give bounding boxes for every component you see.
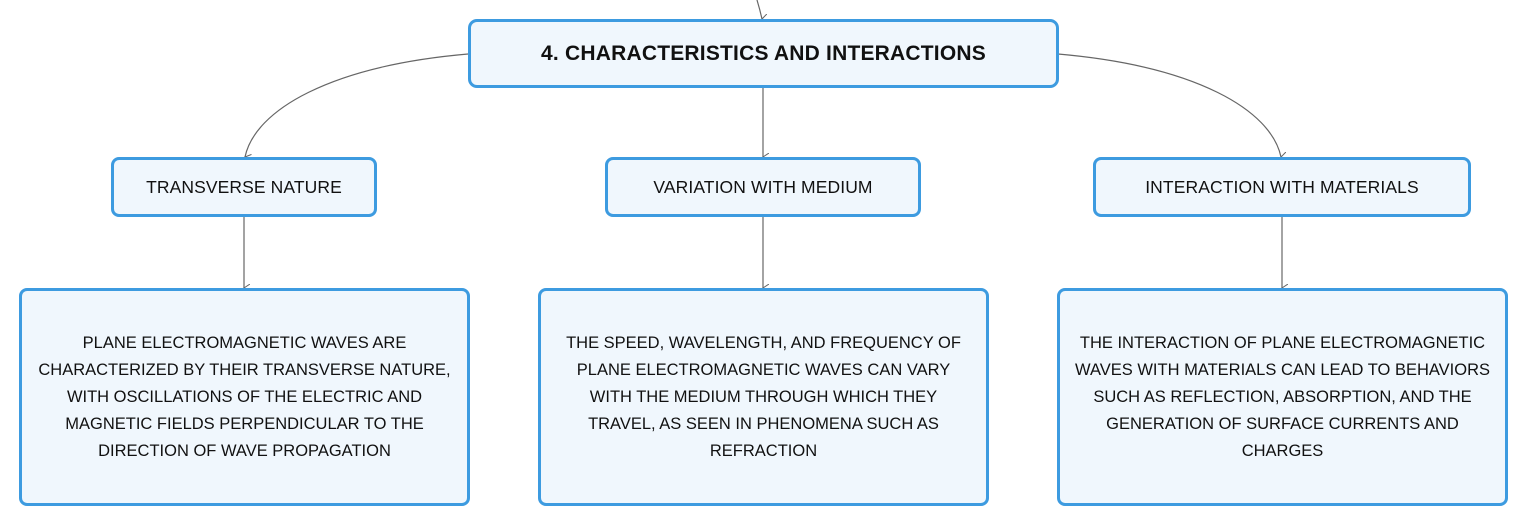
detail-text-interaction-with-materials: THE INTERACTION OF PLANE ELECTROMAGNETIC WAVES WITH MATERIALS CAN LEAD TO BEHAVIORS SUCH AS REFLECTION, ABSORPTION, AND THE GENERATION OF SURFACE CURRENTS AND CHARGES: [1074, 333, 1491, 460]
detail-node-transverse-nature[interactable]: [19, 288, 470, 506]
connector-root-to-transverse-nature: [245, 54, 468, 157]
root-topic-node[interactable]: [468, 19, 1059, 88]
topic-node-transverse-nature[interactable]: [111, 157, 377, 217]
topic-node-variation-with-medium[interactable]: [605, 157, 921, 217]
root-topic-label: 4. CHARACTERISTICS AND INTERACTIONS: [541, 41, 986, 65]
topic-label-transverse-nature: TRANSVERSE NATURE: [146, 176, 342, 197]
connector-parent-to-root: [757, 0, 762, 19]
connector-root-to-interaction-with-materials: [1058, 54, 1281, 157]
detail-node-interaction-with-materials[interactable]: [1057, 288, 1508, 506]
detail-node-variation-with-medium[interactable]: [538, 288, 989, 506]
detail-text-transverse-nature: PLANE ELECTROMAGNETIC WAVES ARE CHARACTERIZED BY THEIR TRANSVERSE NATURE, WITH OSCILLATIONS OF THE ELECTRIC AND MAGNETIC FIELDS PERPENDICULAR TO THE DIRECTION OF WAVE PROPAGATION: [38, 333, 451, 460]
detail-text-variation-with-medium: THE SPEED, WAVELENGTH, AND FREQUENCY OF PLANE ELECTROMAGNETIC WAVES CAN VARY WITH THE MEDIUM THROUGH WHICH THEY TRAVEL, AS SEEN IN PHENOMENA SUCH AS REFRACTION: [566, 333, 961, 460]
topic-node-interaction-with-materials[interactable]: [1093, 157, 1471, 217]
topic-label-variation-with-medium: VARIATION WITH MEDIUM: [653, 176, 873, 197]
topic-label-interaction-with-materials: INTERACTION WITH MATERIALS: [1145, 176, 1419, 197]
